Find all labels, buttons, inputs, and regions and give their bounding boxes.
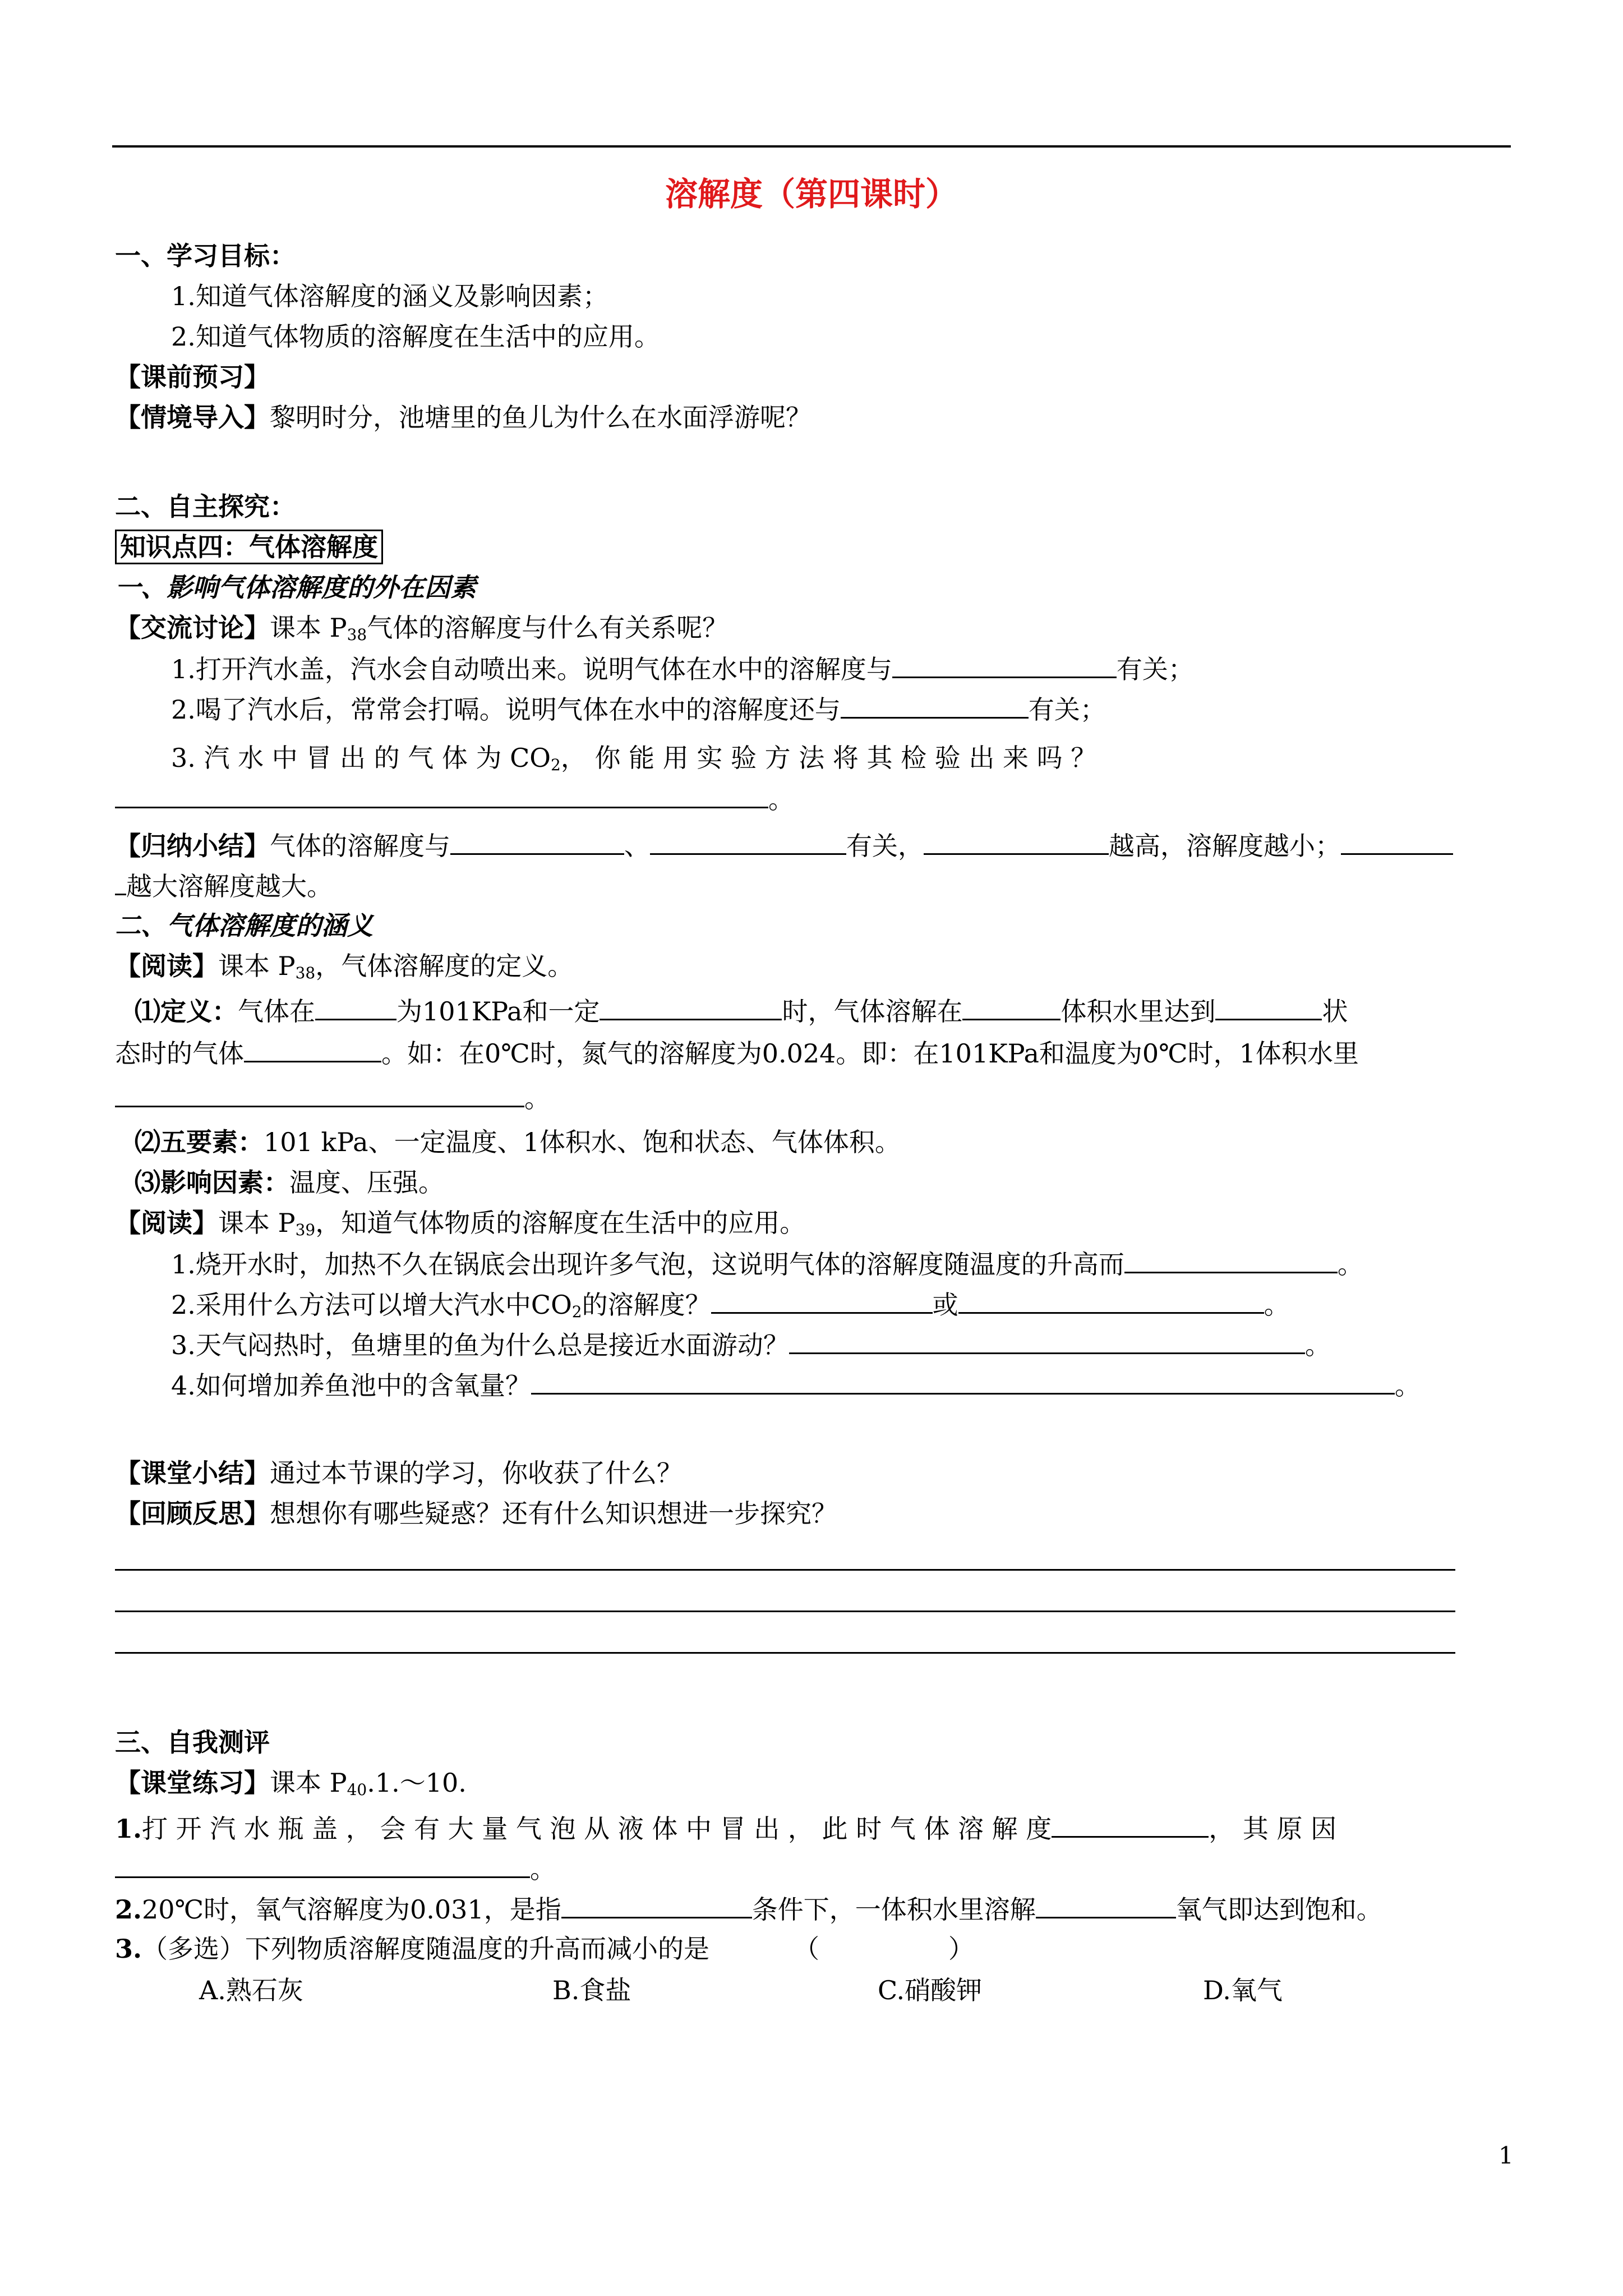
option-c[interactable]: C.硝酸钾: [878, 1975, 983, 2005]
def-end: 。: [524, 1083, 550, 1114]
answer-blank[interactable]: [1341, 827, 1453, 855]
q3-text-a: 3. 汽 水 中 冒 出 的 气 体 为 CO: [171, 743, 551, 773]
def-text-b: 为101KPa和一定: [396, 996, 600, 1027]
discussion-line: [115, 610, 728, 652]
app3-end: 。: [1304, 1330, 1331, 1360]
answer-blank[interactable]: [115, 781, 768, 808]
read2-text-b: ，知道气体物质的溶解度在生活中的应用。: [315, 1208, 806, 1238]
answer-blank[interactable]: [115, 868, 126, 895]
answer-blank[interactable]: [1052, 1810, 1209, 1838]
discussion-label: 【交流讨论】: [115, 613, 270, 643]
summary-text-b: 、: [624, 831, 650, 861]
app2-subscript: 2: [571, 1303, 582, 1321]
class-summary-label: 【课堂小结】: [115, 1458, 270, 1488]
application-4: [171, 1367, 1421, 1403]
header-rule: [112, 145, 1511, 148]
section1-heading: 一、学习目标：: [115, 241, 296, 271]
def-text-e: 状: [1322, 996, 1348, 1027]
t3-answer-bracket[interactable]: （ ）: [794, 1934, 975, 1964]
reflection-text: 想想你有哪些疑惑？还有什么知识想进一步探究？: [270, 1498, 837, 1529]
sub2-heading: 二、气体溶解度的涵义: [115, 910, 373, 941]
q3-text-b: ， 你 能 用 实 验 方 法 将 其 检 验 出 来 吗 ？: [560, 743, 1097, 773]
answer-blank[interactable]: [561, 1891, 752, 1918]
question-1: [171, 651, 1194, 687]
practice-text-b: .1.～10.: [367, 1768, 467, 1798]
answer-blank[interactable]: [924, 827, 1109, 855]
five-elements-line: [135, 1125, 901, 1159]
reflection-line: [115, 1496, 837, 1531]
t2-text-c: 氧气即达到饱和。: [1175, 1894, 1382, 1925]
answer-blank[interactable]: [962, 993, 1061, 1020]
factors-text: 温度、压强。: [289, 1167, 444, 1198]
read1-subscript: 38: [295, 964, 316, 982]
read2-label: 【阅读】: [115, 1208, 218, 1238]
summary-text-d: 越高，溶解度越小；: [1109, 831, 1341, 861]
read2-subscript: 39: [295, 1221, 316, 1239]
factors-label: ⑶影响因素：: [135, 1167, 289, 1198]
def-text-g: 。如：在0℃时，氮气的溶解度为0.024。即：在101KPa和温度为0℃时，1体积水里: [381, 1038, 1359, 1069]
class-summary-text: 通过本节课的学习，你收获了什么？: [270, 1458, 683, 1488]
answer-blank[interactable]: [115, 1851, 530, 1878]
definition-line-2: [115, 1035, 1359, 1071]
read1-line: [115, 949, 573, 991]
q2-text: 2.喝了汽水后，常常会打嗝。说明气体在水中的溶解度还与: [171, 694, 841, 725]
answer-blank[interactable]: [115, 1080, 524, 1107]
def-text-f: 态时的气体: [115, 1038, 244, 1069]
q2-end: 有关；: [1028, 694, 1106, 725]
answer-blank[interactable]: [650, 827, 846, 855]
goal-2: 2.知道气体物质的溶解度在生活中的应用。: [171, 321, 660, 352]
t1-text-b: ， 其 原 因: [1209, 1814, 1337, 1844]
page-title: 溶解度（第四课时）: [665, 175, 958, 213]
summary-line-2: [115, 868, 333, 904]
definition-line: [135, 993, 1348, 1029]
app1-end: 。: [1337, 1249, 1363, 1280]
option-b[interactable]: B.食盐: [552, 1975, 631, 2005]
t1-text-a: 打 开 汽 水 瓶 盖 ， 会 有 大 量 气 泡 从 液 体 中 冒 出 ， 此 时 气 体 溶 解 度: [142, 1814, 1052, 1844]
summary-text-a: 气体的溶解度与: [270, 831, 450, 861]
read1-label: 【阅读】: [115, 951, 218, 981]
test-question-1-answer: [115, 1851, 556, 1887]
read2-text-a: 课本 P: [218, 1208, 296, 1238]
read2-line: [115, 1205, 805, 1248]
app2-text-c: 或: [932, 1290, 958, 1320]
app4-text: 4.如何增加养鱼池中的含氧量？: [171, 1370, 531, 1401]
section2-heading: 二、自主探究：: [115, 491, 296, 522]
summary-line: [115, 827, 1453, 863]
def-text-c: 时，气体溶解在: [782, 996, 963, 1027]
preview-label: 【课前预习】: [115, 362, 270, 392]
q3-end: 。: [768, 784, 794, 815]
t2-text-a: 20℃时，氧气溶解度为0.031，是指: [142, 1894, 561, 1925]
intro-line: [115, 400, 811, 435]
intro-text: 黎明时分，池塘里的鱼儿为什么在水面浮游呢？: [270, 402, 811, 432]
answer-blank[interactable]: [600, 993, 782, 1020]
question-3: [171, 740, 1483, 783]
application-2: [171, 1286, 1290, 1329]
definition-line-3: [115, 1080, 550, 1116]
read1-text-b: ，气体溶解度的定义。: [315, 951, 574, 981]
answer-blank[interactable]: [958, 1286, 1264, 1314]
sub1-heading: 一、影响气体溶解度的外在因素: [115, 572, 476, 602]
app2-end: 。: [1264, 1290, 1290, 1320]
application-1: [171, 1246, 1363, 1282]
kp4-box-line: [115, 530, 383, 564]
app2-text-b: 的溶解度？: [582, 1290, 711, 1320]
t2-text-b: 条件下，一体积水里溶解: [751, 1894, 1036, 1925]
definition-label: ⑴定义：: [135, 996, 238, 1027]
writing-line-1[interactable]: [115, 1569, 1455, 1571]
app4-end: 。: [1394, 1370, 1421, 1401]
five-elements-label: ⑵五要素：: [135, 1127, 264, 1157]
t1-end: 。: [530, 1854, 556, 1884]
t2-number: 2.: [115, 1894, 142, 1925]
test-question-2: [115, 1891, 1382, 1927]
five-elements-text: 101 kPa、一定温度、1体积水、饱和状态、气体体积。: [264, 1127, 901, 1157]
section3-heading: 三、自我测评: [115, 1727, 270, 1757]
t3-number: 3.: [115, 1934, 142, 1964]
answer-blank[interactable]: [450, 827, 624, 855]
question-2: [171, 691, 1106, 727]
class-summary-line: [115, 1456, 683, 1490]
q1-text: 1.打开汽水盖，汽水会自动喷出来。说明气体在水中的溶解度与: [171, 654, 892, 684]
goal-1: 1.知道气体溶解度的涵义及影响因素；: [171, 281, 608, 311]
factors-line: [135, 1165, 444, 1200]
answer-blank[interactable]: [531, 1367, 1395, 1395]
writing-line-3[interactable]: [115, 1652, 1455, 1654]
answer-blank[interactable]: [315, 993, 396, 1020]
def-text-a: 气体在: [238, 996, 315, 1027]
intro-label: 【情境导入】: [115, 402, 270, 432]
page-number: 1: [1498, 2142, 1514, 2169]
answer-blank[interactable]: [244, 1035, 381, 1062]
discussion-text-b: 气体的溶解度与什么有关系呢？: [367, 613, 728, 643]
app1-text: 1.烧开水时，加热不久在锅底会出现许多气泡，这说明气体的溶解度随温度的升高而: [171, 1249, 1124, 1280]
discussion-text-a: 课本 P: [270, 613, 347, 643]
test-question-3: [115, 1931, 974, 1966]
reflection-label: 【回顾反思】: [115, 1498, 270, 1529]
t3-text-a: （多选）下列物质溶解度随温度的升高而减小的是: [142, 1934, 710, 1964]
option-d[interactable]: D.氧气: [1203, 1975, 1283, 2005]
answer-blank[interactable]: [789, 1327, 1305, 1354]
q1-end: 有关；: [1116, 654, 1194, 684]
answer-blank[interactable]: [711, 1286, 933, 1314]
answer-blank[interactable]: [841, 691, 1029, 719]
def-text-d: 体积水里达到: [1061, 996, 1216, 1027]
q3-subscript: 2: [551, 756, 561, 774]
practice-subscript: 40: [347, 1780, 367, 1799]
answer-blank[interactable]: [892, 651, 1117, 678]
application-3: [171, 1327, 1331, 1363]
knowledge-point-box: 知识点四：气体溶解度: [115, 530, 383, 564]
practice-line: [115, 1765, 467, 1807]
app3-text: 3.天气闷热时，鱼塘里的鱼为什么总是接近水面游动？: [171, 1330, 789, 1360]
answer-blank[interactable]: [1036, 1891, 1176, 1918]
read1-text-a: 课本 P: [218, 951, 296, 981]
answer-blank[interactable]: [1124, 1246, 1338, 1273]
writing-line-2[interactable]: [115, 1611, 1455, 1612]
discussion-subscript: 38: [347, 625, 367, 644]
summary-label: 【归纳小结】: [115, 831, 270, 861]
summary-text-e: 越大溶解度越大。: [126, 871, 333, 901]
practice-label: 【课堂练习】: [115, 1768, 270, 1798]
option-a[interactable]: A.熟石灰: [199, 1975, 303, 2005]
answer-blank[interactable]: [1215, 993, 1322, 1020]
question-3-answer: [115, 781, 794, 817]
t1-number: 1.: [115, 1814, 142, 1844]
app2-text-a: 2.采用什么方法可以增大汽水中CO: [171, 1290, 572, 1320]
practice-text-a: 课本 P: [270, 1768, 347, 1798]
test-question-1: [115, 1810, 1336, 1846]
summary-text-c: 有关，: [846, 831, 924, 861]
